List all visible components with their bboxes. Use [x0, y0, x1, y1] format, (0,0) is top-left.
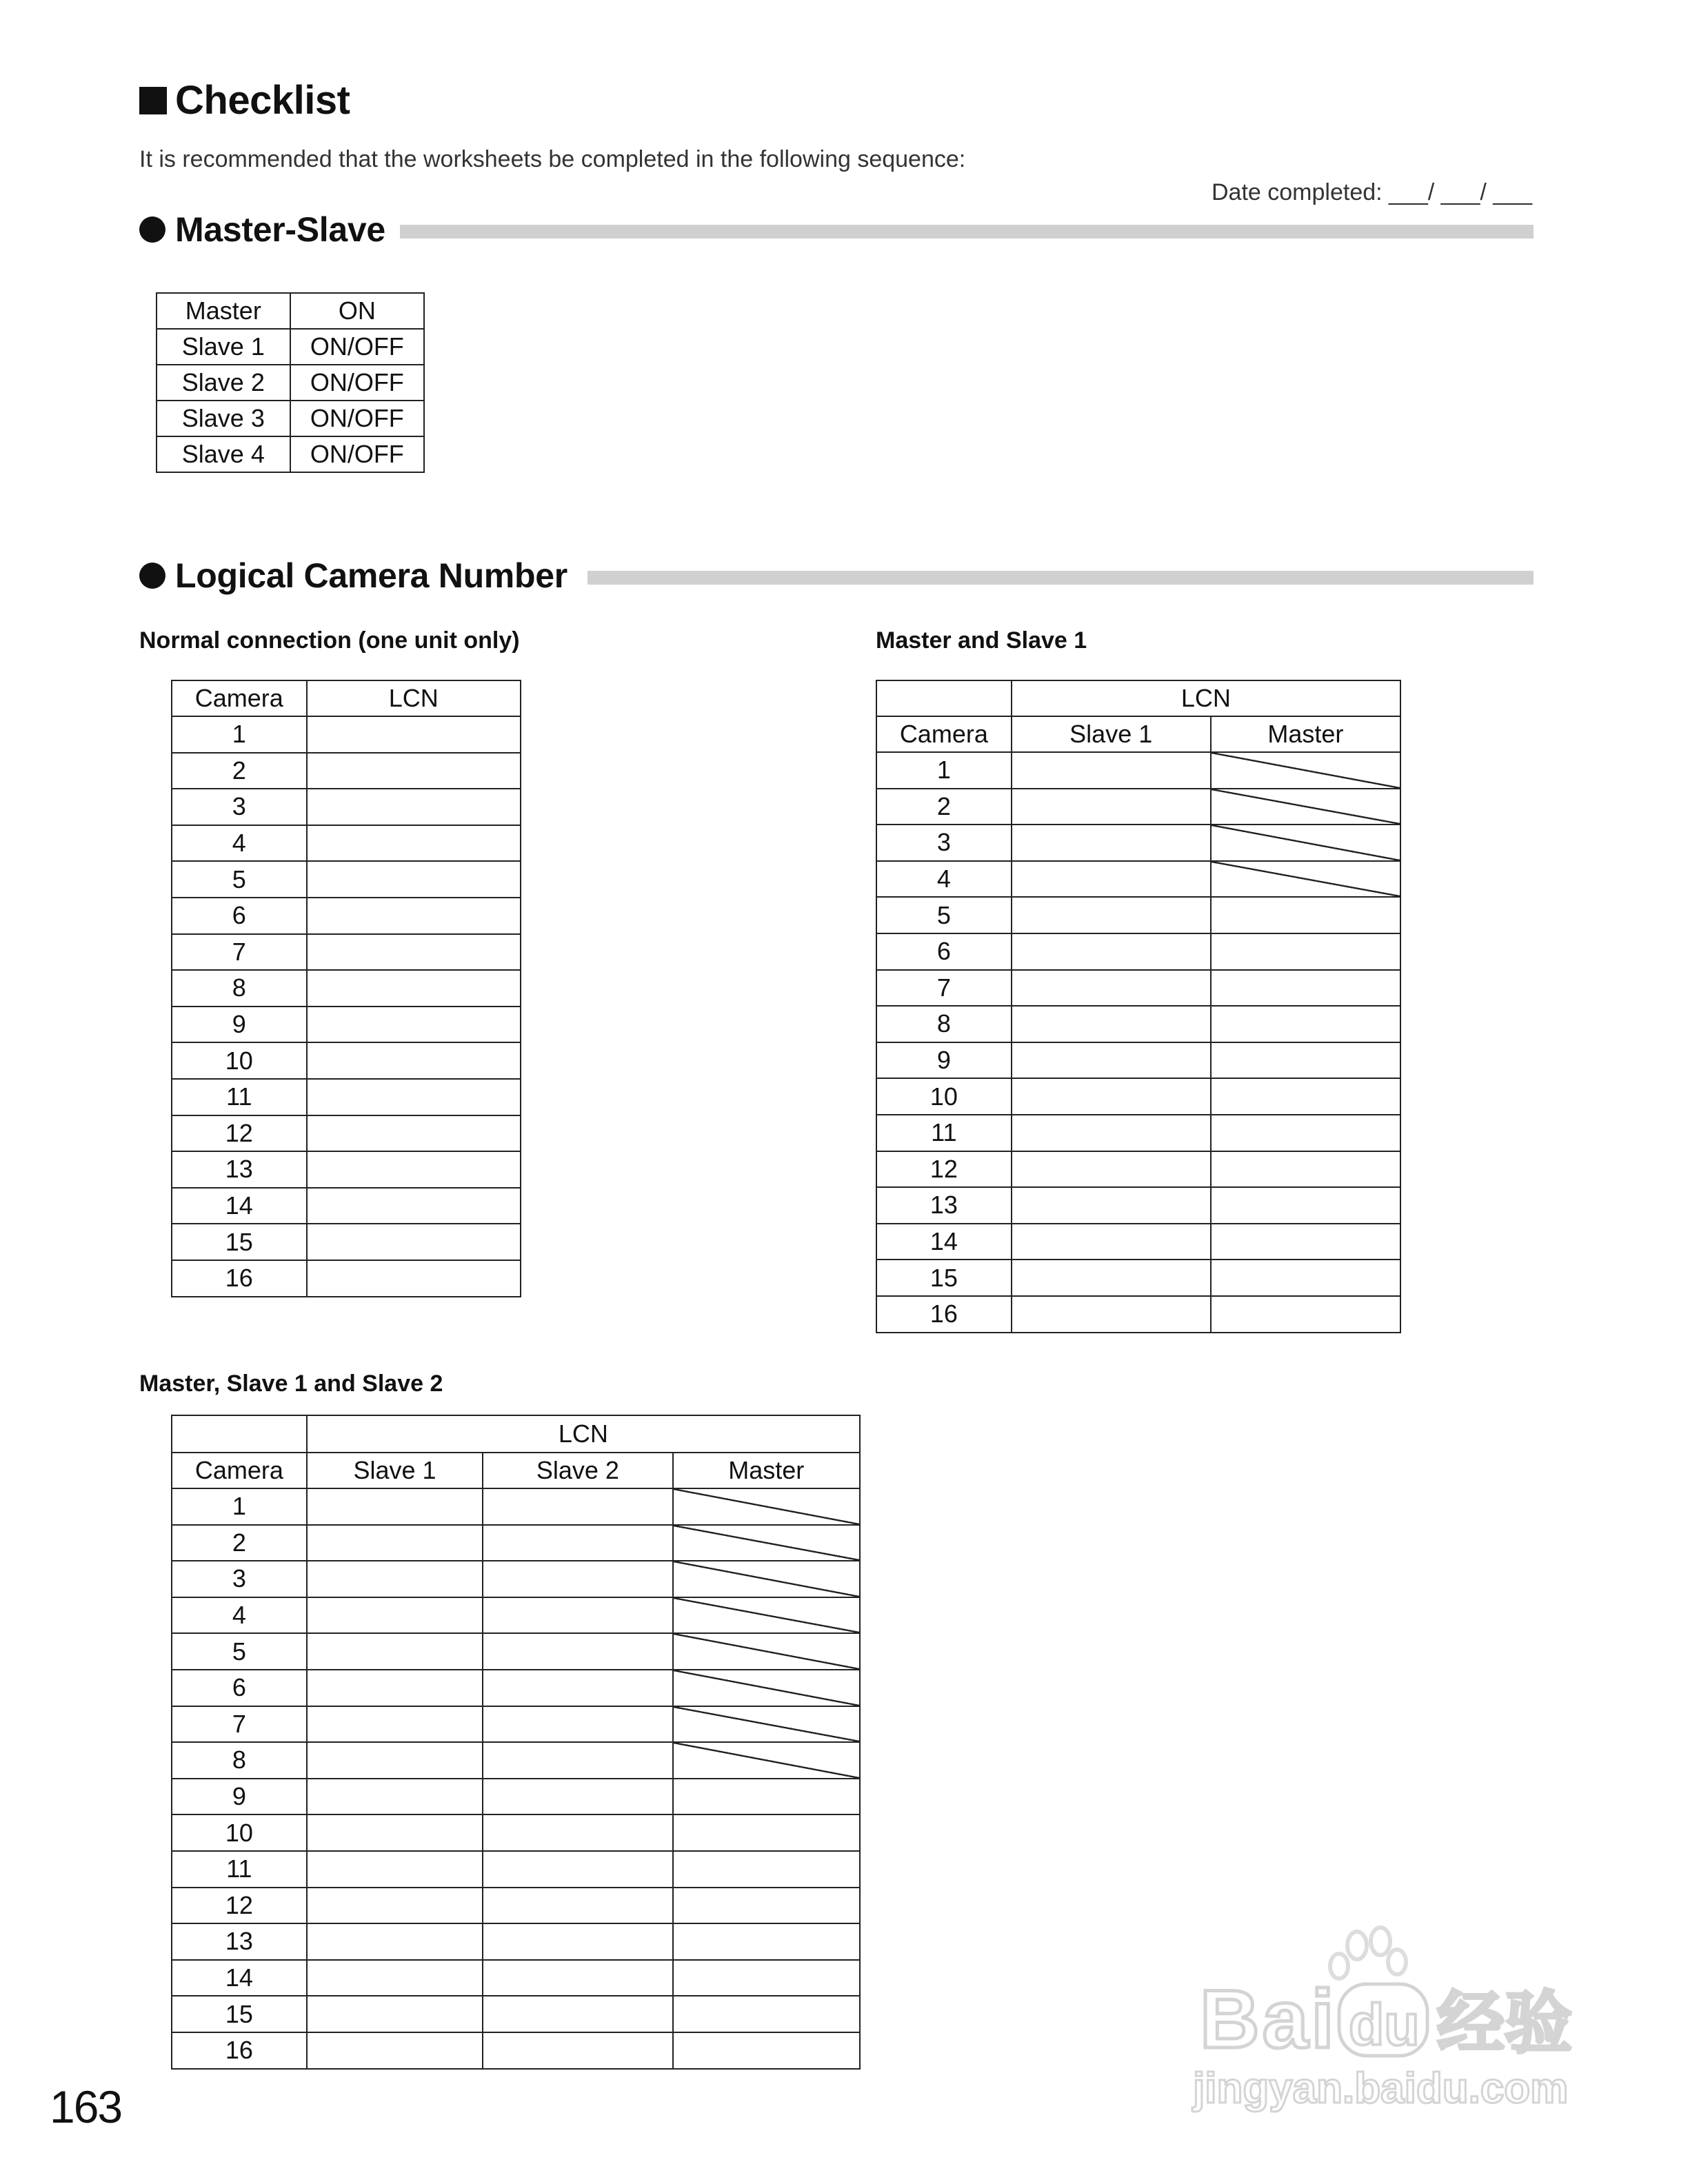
camera-number: 13: [172, 1151, 307, 1188]
camera-number: 13: [172, 1923, 307, 1960]
table-row: [876, 933, 1400, 970]
lcn-entry-cell[interactable]: [307, 1670, 483, 1706]
camera-number: 1: [876, 752, 1012, 789]
camera-number: 1: [172, 1488, 307, 1525]
blank-cell: [876, 680, 1012, 716]
lcn-entry-cell[interactable]: [1211, 933, 1400, 970]
table-row: [876, 789, 1400, 825]
unit-setting: ON/OFF: [290, 329, 424, 365]
page-number: 163: [50, 2081, 122, 2132]
camera-number: 2: [172, 753, 307, 789]
master-slave-row: [157, 365, 424, 401]
unit-label: Slave 2: [157, 365, 290, 401]
lcn-entry-cell[interactable]: [673, 1960, 860, 1996]
table-row: [172, 1007, 521, 1043]
unused-cell: [673, 1488, 860, 1525]
unit-label: Master: [157, 293, 290, 329]
table-row: [172, 1670, 860, 1706]
table-row: [172, 934, 521, 971]
camera-number: 1: [172, 716, 307, 753]
lcn-entry-cell[interactable]: [673, 1814, 860, 1851]
unused-cell: [1211, 861, 1400, 898]
svg-text:经验: 经验: [1437, 1984, 1573, 2063]
table-row: [172, 1042, 521, 1079]
svg-text:Bai: Bai: [1200, 1973, 1337, 2065]
table-row: [876, 1006, 1400, 1042]
camera-number: 13: [876, 1187, 1012, 1224]
lcn-entry-cell[interactable]: [673, 1851, 860, 1888]
lcn-entry-cell[interactable]: [483, 1525, 672, 1561]
lcn-entry-cell[interactable]: [1012, 1151, 1211, 1188]
camera-number: 14: [172, 1960, 307, 1996]
table-row: [172, 1224, 521, 1260]
column-header: Slave 1: [307, 1453, 483, 1488]
camera-number: 12: [876, 1151, 1012, 1188]
lcn-entry-cell[interactable]: [673, 1888, 860, 1924]
lcn-master-slave12-table: [171, 1415, 861, 2070]
svg-text:du: du: [1349, 1992, 1420, 2057]
normal-connection-title: Normal connection (one unit only): [139, 627, 520, 654]
table-row: [876, 1042, 1400, 1079]
camera-number: 15: [172, 1224, 307, 1260]
table-row: [172, 1260, 521, 1297]
table-row: [876, 1224, 1400, 1260]
master-slave-row: [157, 436, 424, 472]
column-header: Camera: [172, 1453, 307, 1488]
camera-number: 3: [172, 789, 307, 825]
page-title: [139, 77, 350, 123]
unused-cell: [673, 1706, 860, 1743]
camera-number: 8: [172, 1742, 307, 1779]
table-row: [172, 2032, 860, 2069]
table-row: [876, 1078, 1400, 1115]
camera-number: 3: [876, 825, 1012, 861]
camera-number: 6: [172, 1670, 307, 1706]
lcn-entry-cell[interactable]: [483, 1923, 672, 1960]
table-row: [172, 1597, 860, 1634]
header-row: [172, 1453, 860, 1488]
camera-number: 5: [876, 897, 1012, 933]
lcn-entry-cell[interactable]: [1211, 1187, 1400, 1224]
table-row: [172, 898, 521, 934]
unused-cell: [673, 1597, 860, 1634]
unit-label: Slave 1: [157, 329, 290, 365]
master-slave-table: [156, 292, 425, 473]
lcn-entry-cell[interactable]: [1012, 897, 1211, 933]
lcn-entry-cell[interactable]: [1211, 897, 1400, 933]
table-row: [172, 1960, 860, 1996]
baidu-watermark: [1186, 1917, 1593, 2116]
master-slave1-title: Master and Slave 1: [876, 627, 1087, 654]
lcn-entry-cell[interactable]: [1012, 970, 1211, 1007]
lcn-entry-cell[interactable]: [307, 1224, 521, 1260]
table-row: [876, 1296, 1400, 1333]
unused-cell: [673, 1742, 860, 1779]
camera-number: 7: [172, 1706, 307, 1743]
section-rule: [400, 225, 1534, 239]
lcn-entry-cell[interactable]: [673, 1996, 860, 2032]
lcn-entry-cell[interactable]: [1012, 1224, 1211, 1260]
lcn-entry-cell[interactable]: [307, 934, 521, 971]
lcn-entry-cell[interactable]: [483, 1488, 672, 1525]
table-row: [172, 1188, 521, 1224]
square-bullet-icon: [139, 87, 167, 114]
svg-text:jingyan.baidu.com: jingyan.baidu.com: [1193, 2065, 1569, 2112]
table-row: [172, 1706, 860, 1743]
camera-number: 7: [172, 934, 307, 971]
lcn-entry-cell[interactable]: [483, 1561, 672, 1597]
page-title-text: Checklist: [175, 78, 350, 123]
lcn-entry-cell[interactable]: [1012, 1296, 1211, 1333]
table-row: [876, 1187, 1400, 1224]
camera-number: 16: [172, 2032, 307, 2069]
table-row: [172, 1561, 860, 1597]
camera-number: 9: [172, 1779, 307, 1815]
table-row: [172, 825, 521, 862]
lcn-entry-cell[interactable]: [1012, 789, 1211, 825]
section-heading: Master-Slave: [175, 210, 385, 249]
lcn-entry-cell[interactable]: [1211, 1260, 1400, 1296]
unit-setting: ON/OFF: [290, 365, 424, 401]
camera-number: 7: [876, 970, 1012, 1007]
table-row: [876, 825, 1400, 861]
lcn-entry-cell[interactable]: [307, 1814, 483, 1851]
table-row: [172, 1525, 860, 1561]
lcn-entry-cell[interactable]: [307, 1115, 521, 1152]
lcn-entry-cell[interactable]: [483, 1742, 672, 1779]
table-row: [876, 752, 1400, 789]
lcn-entry-cell[interactable]: [483, 1851, 672, 1888]
lcn-entry-cell[interactable]: [1012, 933, 1211, 970]
lcn-entry-cell[interactable]: [307, 1923, 483, 1960]
section-lcn: [139, 552, 567, 600]
table-row: [876, 970, 1400, 1007]
table-row: [172, 1888, 860, 1924]
unused-cell: [1211, 825, 1400, 861]
lcn-entry-cell[interactable]: [307, 898, 521, 934]
lcn-entry-cell[interactable]: [483, 1814, 672, 1851]
camera-number: 8: [172, 970, 307, 1007]
lcn-entry-cell[interactable]: [1012, 1078, 1211, 1115]
lcn-entry-cell[interactable]: [307, 1079, 521, 1115]
table-row: [172, 753, 521, 789]
camera-number: 6: [172, 898, 307, 934]
lcn-entry-cell[interactable]: [307, 1151, 521, 1188]
lcn-entry-cell[interactable]: [307, 825, 521, 862]
lcn-entry-cell[interactable]: [673, 1779, 860, 1815]
lcn-entry-cell[interactable]: [307, 1488, 483, 1525]
table-row: [172, 1079, 521, 1115]
column-header: LCN: [307, 680, 521, 716]
unit-setting: ON/OFF: [290, 436, 424, 472]
lcn-entry-cell[interactable]: [307, 1742, 483, 1779]
table-row: [172, 1488, 860, 1525]
lcn-entry-cell[interactable]: [483, 1633, 672, 1670]
table-row: [172, 1633, 860, 1670]
lcn-entry-cell[interactable]: [1012, 1115, 1211, 1151]
lcn-entry-cell[interactable]: [1211, 970, 1400, 1007]
table-row: [172, 789, 521, 825]
camera-number: 14: [876, 1224, 1012, 1260]
lcn-entry-cell[interactable]: [1211, 1042, 1400, 1079]
camera-number: 15: [876, 1260, 1012, 1296]
unused-cell: [673, 1670, 860, 1706]
table-row: [876, 1115, 1400, 1151]
header-row: [876, 716, 1400, 752]
unused-cell: [673, 1633, 860, 1670]
camera-number: 2: [172, 1525, 307, 1561]
table-row: [172, 1742, 860, 1779]
lcn-entry-cell[interactable]: [307, 1042, 521, 1079]
camera-number: 5: [172, 861, 307, 898]
lcn-entry-cell[interactable]: [307, 1597, 483, 1634]
lcn-entry-cell[interactable]: [1012, 1042, 1211, 1079]
unused-cell: [1211, 752, 1400, 789]
unit-setting: ON/OFF: [290, 401, 424, 436]
lcn-entry-cell[interactable]: [483, 1597, 672, 1634]
camera-number: 10: [876, 1078, 1012, 1115]
lcn-entry-cell[interactable]: [307, 970, 521, 1007]
camera-number: 10: [172, 1814, 307, 1851]
camera-number: 9: [876, 1042, 1012, 1079]
table-row: [172, 1923, 860, 1960]
section-master-slave: [139, 205, 385, 254]
table-row: [172, 970, 521, 1007]
unused-cell: [1211, 789, 1400, 825]
lcn-entry-cell[interactable]: [307, 1525, 483, 1561]
lcn-entry-cell[interactable]: [1012, 1187, 1211, 1224]
bullet-icon: [139, 563, 165, 589]
camera-number: 16: [876, 1296, 1012, 1333]
lcn-entry-cell[interactable]: [1211, 1006, 1400, 1042]
table-row: [172, 1996, 860, 2032]
lcn-entry-cell[interactable]: [307, 2032, 483, 2069]
lcn-entry-cell[interactable]: [483, 1888, 672, 1924]
column-header: Master: [1211, 716, 1400, 752]
camera-number: 9: [172, 1007, 307, 1043]
lcn-entry-cell[interactable]: [307, 716, 521, 753]
camera-number: 8: [876, 1006, 1012, 1042]
table-row: [172, 1851, 860, 1888]
table-row: [172, 1151, 521, 1188]
lcn-entry-cell[interactable]: [673, 1923, 860, 1960]
camera-number: 11: [876, 1115, 1012, 1151]
intro-text: It is recommended that the worksheets be completed in the following sequence:: [139, 146, 966, 172]
camera-number: 10: [172, 1042, 307, 1079]
lcn-entry-cell[interactable]: [483, 1670, 672, 1706]
camera-number: 4: [172, 825, 307, 862]
master-slave-row: [157, 401, 424, 436]
camera-number: 11: [172, 1851, 307, 1888]
lcn-entry-cell[interactable]: [307, 1007, 521, 1043]
lcn-entry-cell[interactable]: [307, 1960, 483, 1996]
lcn-entry-cell[interactable]: [1012, 861, 1211, 898]
column-header: Slave 1: [1012, 716, 1211, 752]
lcn-entry-cell[interactable]: [307, 1188, 521, 1224]
camera-number: 4: [172, 1597, 307, 1634]
lcn-entry-cell[interactable]: [1211, 1151, 1400, 1188]
table-row: [172, 1814, 860, 1851]
baidu-paw-logo-icon: [1186, 1917, 1593, 2116]
lcn-entry-cell[interactable]: [307, 753, 521, 789]
lcn-entry-cell[interactable]: [307, 789, 521, 825]
table-row: [876, 897, 1400, 933]
lcn-entry-cell[interactable]: [483, 1779, 672, 1815]
lcn-entry-cell[interactable]: [1211, 1296, 1400, 1333]
table-row: [172, 861, 521, 898]
blank-cell: [172, 1415, 307, 1453]
camera-number: 14: [172, 1188, 307, 1224]
camera-number: 16: [172, 1260, 307, 1297]
column-header: Camera: [876, 716, 1012, 752]
section-rule: [587, 571, 1534, 585]
lcn-entry-cell[interactable]: [673, 2032, 860, 2069]
table-row: [172, 1115, 521, 1152]
lcn-entry-cell[interactable]: [307, 1851, 483, 1888]
unit-label: Slave 3: [157, 401, 290, 436]
column-header: Camera: [172, 680, 307, 716]
lcn-entry-cell[interactable]: [483, 2032, 672, 2069]
lcn-entry-cell[interactable]: [1012, 752, 1211, 789]
master-slave12-title: Master, Slave 1 and Slave 2: [139, 1371, 443, 1397]
table-row: [172, 716, 521, 753]
group-header: LCN: [1012, 680, 1400, 716]
lcn-entry-cell[interactable]: [1211, 1224, 1400, 1260]
lcn-entry-cell[interactable]: [307, 1996, 483, 2032]
table-row: [172, 1779, 860, 1815]
header-row: [172, 680, 521, 716]
lcn-entry-cell[interactable]: [483, 1960, 672, 1996]
lcn-entry-cell[interactable]: [307, 1706, 483, 1743]
table-row: [876, 1260, 1400, 1296]
lcn-normal-table: [171, 680, 521, 1297]
lcn-entry-cell[interactable]: [1211, 1078, 1400, 1115]
lcn-entry-cell[interactable]: [307, 1260, 521, 1297]
camera-number: 15: [172, 1996, 307, 2032]
camera-number: 11: [172, 1079, 307, 1115]
lcn-entry-cell[interactable]: [307, 861, 521, 898]
unused-cell: [673, 1561, 860, 1597]
master-slave-row: [157, 293, 424, 329]
date-completed: Date completed: ___/ ___/ ___: [1212, 179, 1532, 205]
unit-setting: ON: [290, 293, 424, 329]
lcn-entry-cell[interactable]: [1012, 825, 1211, 861]
camera-number: 12: [172, 1888, 307, 1924]
camera-number: 2: [876, 789, 1012, 825]
table-row: [876, 861, 1400, 898]
column-header: Slave 2: [483, 1453, 672, 1488]
lcn-entry-cell[interactable]: [1012, 1260, 1211, 1296]
lcn-entry-cell[interactable]: [483, 1996, 672, 2032]
lcn-entry-cell[interactable]: [307, 1888, 483, 1924]
section-heading: Logical Camera Number: [175, 556, 567, 595]
master-slave-row: [157, 329, 424, 365]
bullet-icon: [139, 216, 165, 243]
lcn-entry-cell[interactable]: [1012, 1006, 1211, 1042]
group-header: LCN: [307, 1415, 860, 1453]
camera-number: 6: [876, 933, 1012, 970]
camera-number: 5: [172, 1633, 307, 1670]
unit-label: Slave 4: [157, 436, 290, 472]
group-header-row: [172, 1415, 860, 1453]
camera-number: 3: [172, 1561, 307, 1597]
table-row: [876, 1151, 1400, 1188]
unused-cell: [673, 1525, 860, 1561]
lcn-entry-cell[interactable]: [1211, 1115, 1400, 1151]
lcn-entry-cell[interactable]: [307, 1779, 483, 1815]
column-header: Master: [673, 1453, 860, 1488]
camera-number: 12: [172, 1115, 307, 1152]
group-header-row: [876, 680, 1400, 716]
lcn-entry-cell[interactable]: [307, 1561, 483, 1597]
camera-number: 4: [876, 861, 1012, 898]
lcn-master-slave1-table: [876, 680, 1401, 1333]
lcn-entry-cell[interactable]: [307, 1633, 483, 1670]
lcn-entry-cell[interactable]: [483, 1706, 672, 1743]
